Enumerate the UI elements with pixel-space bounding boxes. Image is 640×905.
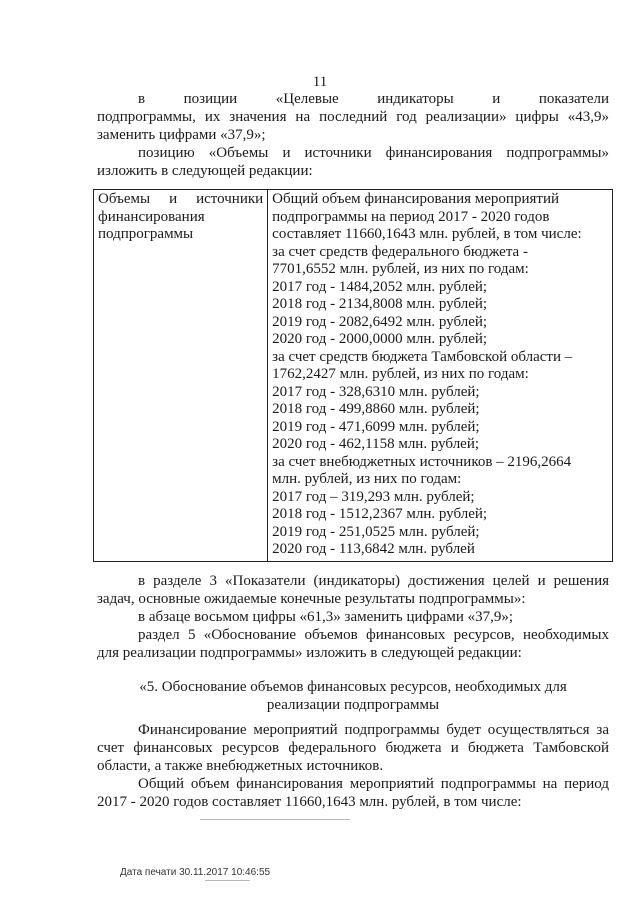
cell-line: 2018 год - 499,8860 млн. рублей; — [272, 401, 480, 417]
cell-line: 2017 год - 328,6310 млн. рублей; — [272, 383, 480, 400]
cell-line: 2020 год - 113,6842 млн. рублей — [272, 541, 475, 557]
intro-paragraphs — [97, 90, 609, 180]
body-line: 2017 - 2020 годов составляет 11660,1643 млн. рублей, в том числе: — [97, 794, 522, 810]
table-cell-value — [268, 190, 613, 562]
print-date: Дата печати 30.11.2017 10:46:55 — [120, 867, 271, 878]
cell-line: 2019 год - 251,0525 млн. рублей; — [272, 523, 480, 540]
cell-line: 1762,2427 млн. рублей, из них по годам: — [272, 366, 529, 382]
cell-line: 2019 год - 2082,6492 млн. рублей; — [272, 313, 488, 330]
amendment-line: в абзаце восьмом цифры «61,3» заменить цифрами «37,9»; — [138, 609, 514, 625]
section-heading — [97, 678, 609, 714]
intro-line: заменить цифрами «37,9»; — [97, 127, 266, 143]
cell-line: за счет внебюджетных источников – 2196,2664 — [272, 453, 572, 470]
cell-line: 2018 год - 2134,8008 млн. рублей; — [272, 296, 488, 312]
table-row — [94, 190, 613, 562]
section-body — [97, 721, 609, 811]
cell-line: за счет средств федерального бюджета - — [272, 243, 528, 260]
intro-line: изложить в следующей редакции: — [97, 163, 313, 179]
cell-line: 7701,6552 млн. рублей, из них по годам: — [272, 261, 529, 277]
amendment-line: задач, основные ожидаемые конечные результаты подпрограммы»: — [97, 591, 526, 607]
cell-line: 2017 год - 1484,2052 млн. рублей; — [272, 278, 488, 295]
amendment-line: раздел 5 «Обоснование объемов финансовых ресурсов, необходимых — [138, 627, 609, 643]
cell-line: 2017 год – 319,293 млн. рублей; — [272, 488, 475, 505]
cell-line: 2020 год - 2000,0000 млн. рублей; — [272, 331, 488, 347]
cell-line: млн. рублей, из них по годам: — [272, 471, 462, 487]
heading-line: «5. Обоснование объемов финансовых ресурсов, необходимых для — [139, 679, 567, 695]
body-line: Общий объем финансирования мероприятий подпрограммы на период — [138, 776, 609, 792]
table-cell-label — [94, 190, 268, 562]
cell-line: Объемы и источники — [98, 191, 264, 207]
cell-line: финансирования — [98, 208, 205, 225]
page-number: 11 — [312, 74, 328, 90]
cell-line: подпрограммы — [98, 226, 194, 242]
amendment-paragraphs — [97, 572, 609, 662]
amendment-line: для реализации подпрограммы» изложить в следующей редакции: — [97, 645, 522, 661]
cell-line: за счет средств бюджета Тамбовской области – — [272, 348, 573, 365]
intro-line: в позиции «Целевые индикаторы и показатели — [138, 91, 609, 107]
cell-line: 2019 год - 471,6099 млн. рублей; — [272, 418, 480, 435]
cell-line: 2018 год - 1512,2367 млн. рублей; — [272, 506, 488, 522]
body-line: Финансирование мероприятий подпрограммы будет осуществляться за — [138, 722, 609, 738]
body-line: счет финансовых ресурсов федерального бюджета и бюджета Тамбовской — [97, 740, 609, 756]
cell-line: 2020 год - 462,1158 млн. рублей; — [272, 436, 480, 452]
cell-line: составляет 11660,1643 млн. рублей, в том числе: — [272, 226, 582, 242]
body-line: области, а также внебюджетных источников. — [97, 758, 384, 774]
heading-line: реализации подпрограммы — [266, 697, 440, 713]
scan-artifact — [200, 819, 350, 820]
scan-artifact — [205, 880, 250, 881]
funding-table — [93, 189, 613, 562]
amendment-line: в разделе 3 «Показатели (индикаторы) достижения целей и решения — [138, 573, 609, 589]
cell-line: подпрограммы на период 2017 - 2020 годов — [272, 208, 550, 225]
intro-line: позицию «Объемы и источники финансирования подпрограммы» — [138, 145, 609, 161]
cell-line: Общий объем финансирования мероприятий — [272, 191, 559, 207]
intro-line: подпрограммы, их значения на последний год реализации» цифры «43,9» — [97, 109, 609, 125]
